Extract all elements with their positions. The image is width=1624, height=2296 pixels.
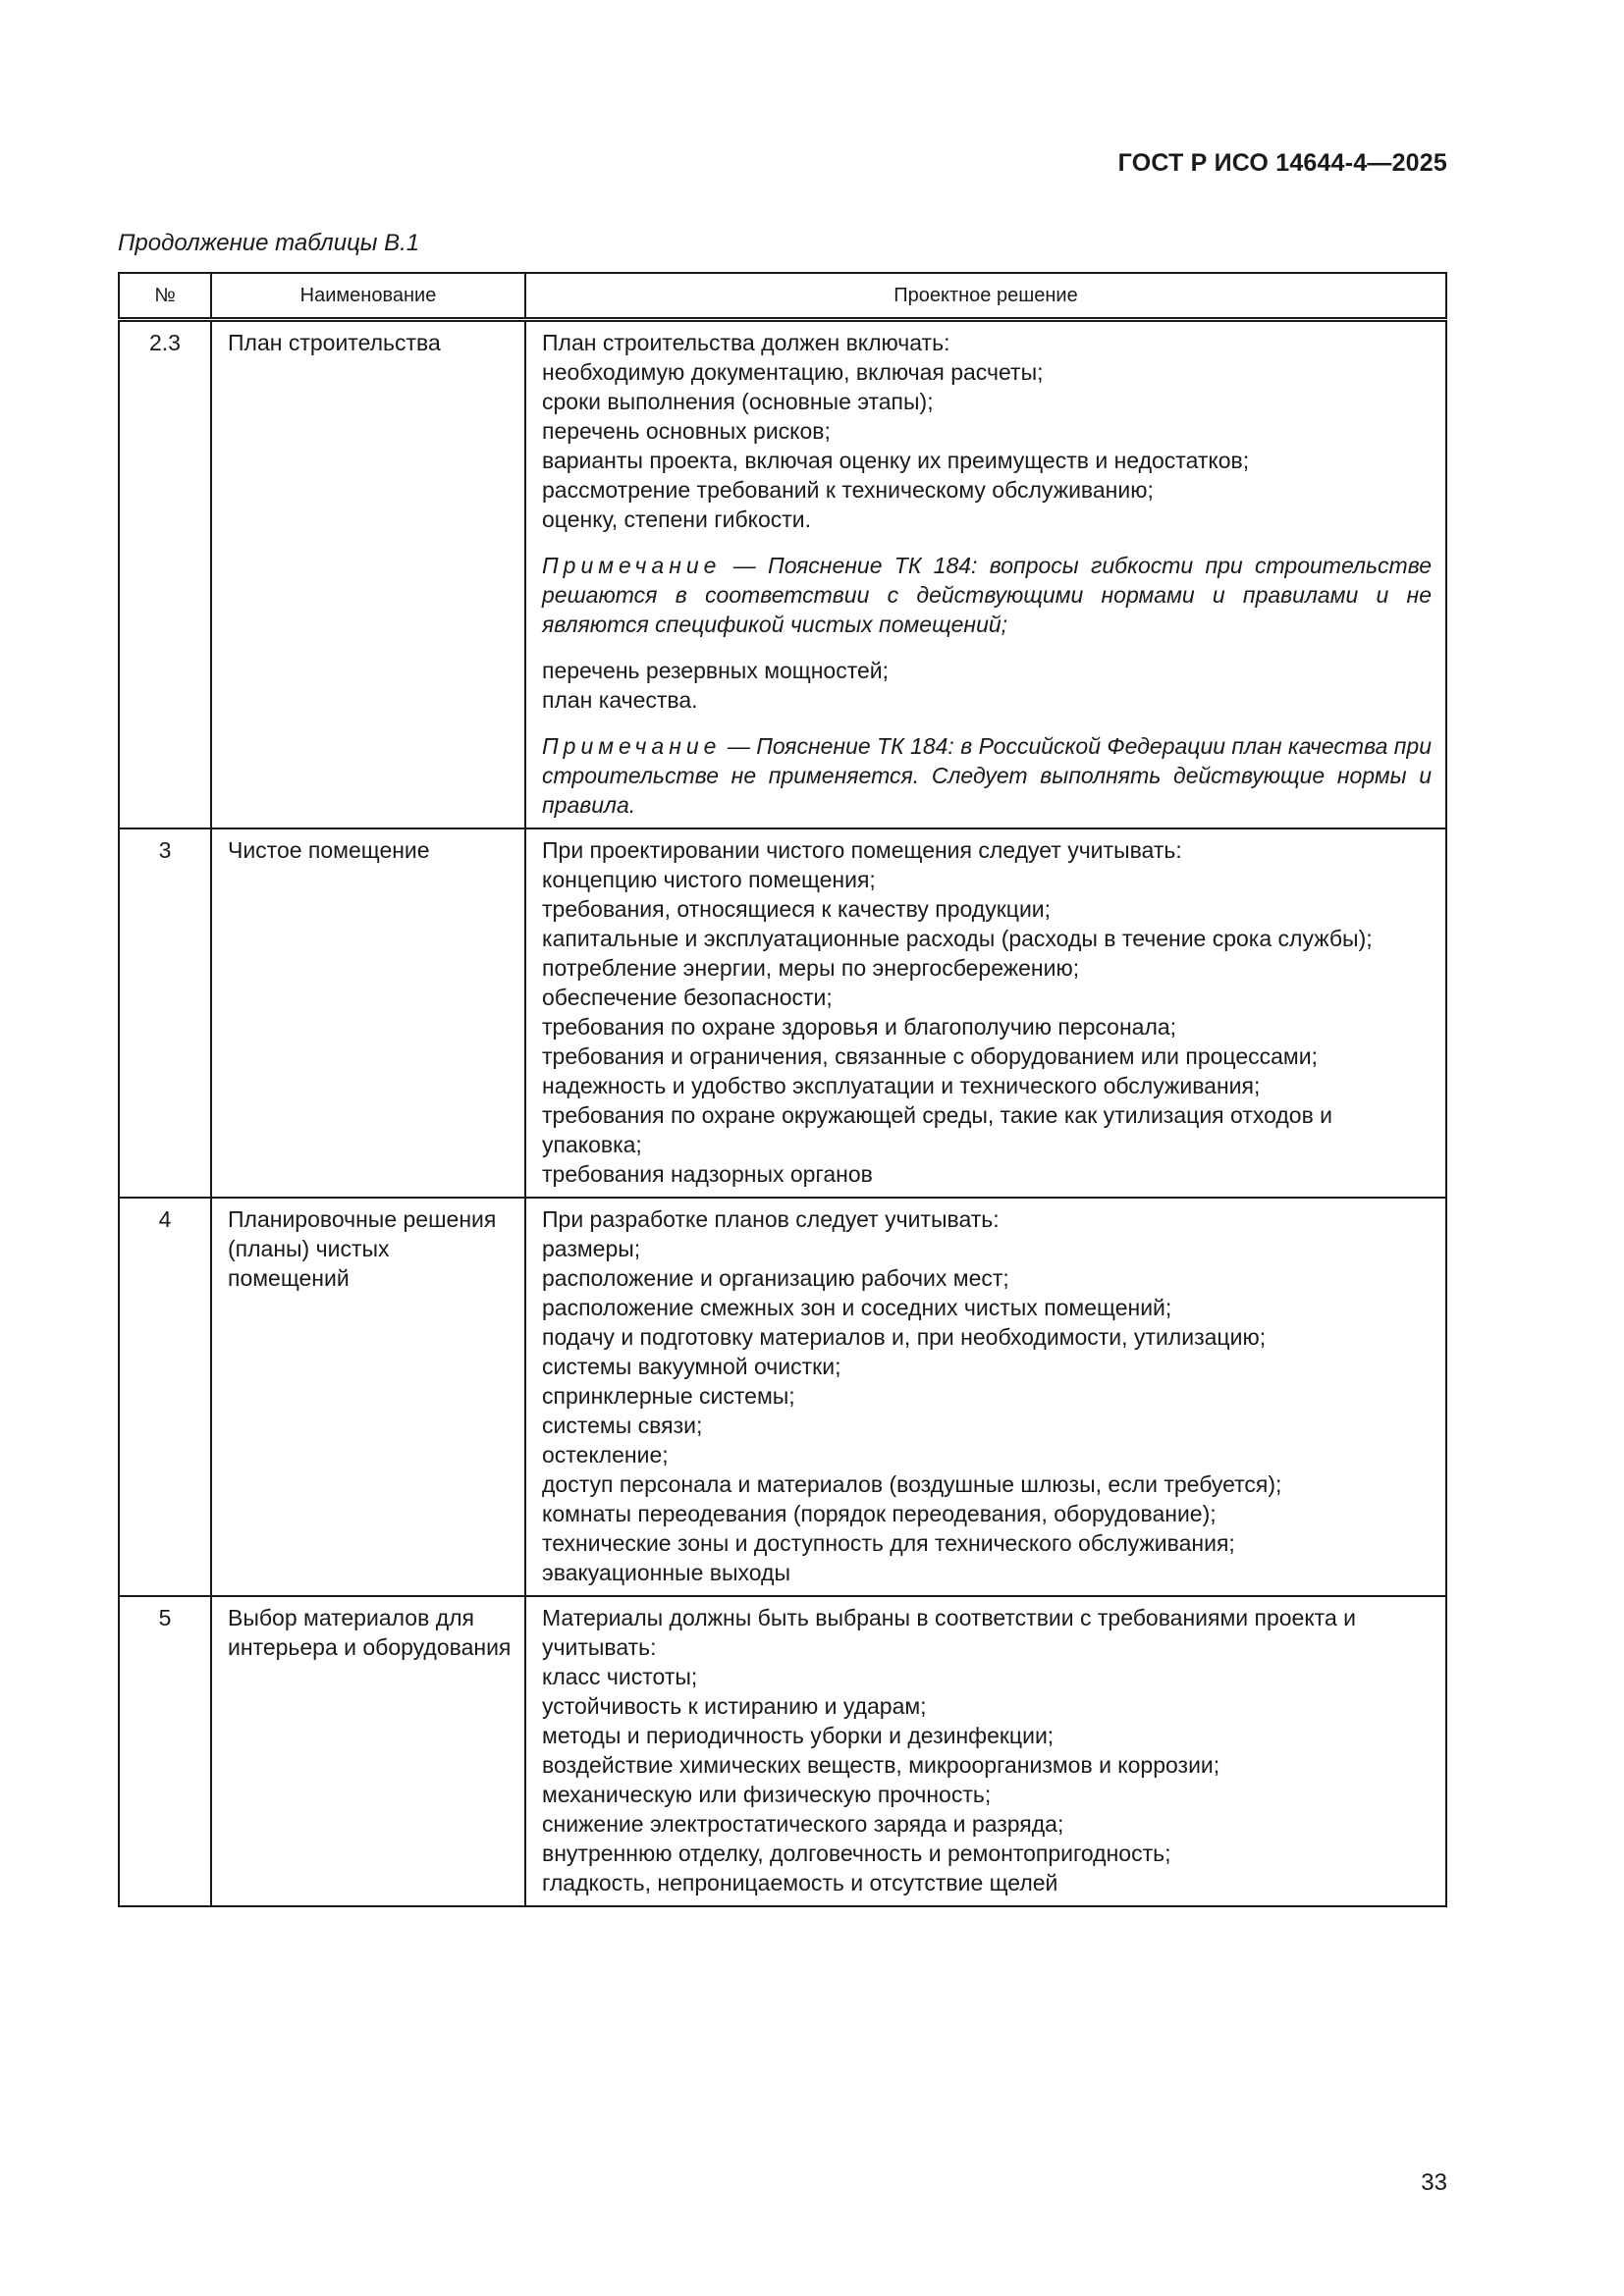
solution-line: системы связи; <box>542 1413 703 1438</box>
solution-line: При проектировании чистого помещения следует учитывать: <box>542 837 1182 863</box>
solution-line: капитальные и эксплуатационные расходы (расходы в течение срока службы); <box>542 926 1373 951</box>
solution-line: При разработке планов следует учитывать: <box>542 1206 1000 1232</box>
row-name: Чистое помещение <box>211 828 525 1198</box>
note-text: — Пояснение ТК 184: в Российской Федерации план качества при строительстве не применяется. Следует выполнять действующие нормы и правила. <box>542 733 1433 818</box>
solution-line: воздействие химических веществ, микроорганизмов и коррозии; <box>542 1752 1220 1778</box>
solution-line: требования по охране здоровья и благополучию персонала; <box>542 1014 1177 1040</box>
standard-designation: ГОСТ Р ИСО 14644-4—2025 <box>1117 149 1447 177</box>
solution-line: оценку, степени гибкости. <box>542 507 812 532</box>
solution-line: доступ персонала и материалов (воздушные шлюзы, если требуется); <box>542 1471 1282 1497</box>
solution-line: подачу и подготовку материалов и, при необходимости, утилизацию; <box>542 1324 1267 1350</box>
solution-line: размеры; <box>542 1236 641 1261</box>
solution-line: системы вакуумной очистки; <box>542 1354 841 1379</box>
solution-line: перечень основных рисков; <box>542 418 831 444</box>
row-number: 2.3 <box>119 320 211 829</box>
design-solutions-table <box>118 272 1447 1907</box>
column-header-name: Наименование <box>211 273 525 320</box>
row-name: Планировочные решения (планы) чистых помещений <box>211 1198 525 1596</box>
row-name: План строительства <box>211 320 525 829</box>
row-solution <box>525 1596 1446 1906</box>
table-row <box>119 1596 1446 1906</box>
note <box>542 731 1435 820</box>
table-row <box>119 828 1446 1198</box>
row-solution <box>525 1198 1446 1596</box>
note-text: — Пояснение ТК 184: вопросы гибкости при строительстве решаются в соответствии с действующими нормами и правилами и не являются спецификой чистых помещений; <box>542 553 1432 637</box>
solution-line: требования и ограничения, связанные с оборудованием или процессами; <box>542 1043 1318 1069</box>
row-number: 3 <box>119 828 211 1198</box>
solution-line: комнаты переодевания (порядок переодевания, оборудование); <box>542 1501 1217 1526</box>
solution-line: Материалы должны быть выбраны в соответствии с требованиями проекта и учитывать: <box>542 1605 1356 1660</box>
solution-line: План строительства должен включать: <box>542 330 950 355</box>
solution-line: снижение электростатического заряда и разряда; <box>542 1811 1064 1837</box>
row-number: 5 <box>119 1596 211 1906</box>
solution-line: рассмотрение требований к техническому обслуживанию; <box>542 477 1154 503</box>
solution-line: обеспечение безопасности; <box>542 985 833 1010</box>
note-label: Примечание <box>542 733 722 759</box>
row-number: 4 <box>119 1198 211 1596</box>
solution-line: внутреннюю отделку, долговечность и ремонтопригодность; <box>542 1841 1171 1866</box>
solution-line: остекление; <box>542 1442 669 1468</box>
table-row <box>119 320 1446 829</box>
solution-line: варианты проекта, включая оценку их преимуществ и недостатков; <box>542 448 1250 473</box>
solution-line: требования по охране окружающей среды, такие как утилизация отходов и упаковка; <box>542 1102 1333 1157</box>
page-number: 33 <box>1421 2169 1447 2196</box>
column-header-solution: Проектное решение <box>525 273 1446 320</box>
solution-line: устойчивость к истиранию и ударам; <box>542 1693 927 1719</box>
note <box>542 551 1435 639</box>
solution-line: концепцию чистого помещения; <box>542 867 876 892</box>
row-solution <box>525 828 1446 1198</box>
row-solution <box>525 320 1446 829</box>
solution-line: перечень резервных мощностей; <box>542 658 890 683</box>
table-caption: Продолжение таблицы В.1 <box>118 230 420 256</box>
solution-line: эвакуационные выходы <box>542 1560 790 1585</box>
solution-line: механическую или физическую прочность; <box>542 1782 992 1807</box>
solution-line: класс чистоты; <box>542 1664 698 1689</box>
table-header-row <box>119 273 1446 320</box>
solution-line: методы и периодичность уборки и дезинфекции; <box>542 1723 1055 1748</box>
solution-line: сроки выполнения (основные этапы); <box>542 389 934 414</box>
table-row <box>119 1198 1446 1596</box>
solution-line: требования надзорных органов <box>542 1161 873 1187</box>
solution-line: технические зоны и доступность для технического обслуживания; <box>542 1530 1235 1556</box>
solution-line: план качества. <box>542 687 698 713</box>
solution-line: спринклерные системы; <box>542 1383 795 1409</box>
solution-line: надежность и удобство эксплуатации и технического обслуживания; <box>542 1073 1261 1098</box>
note-label: Примечание <box>542 553 722 578</box>
solution-line: гладкость, непроницаемость и отсутствие щелей <box>542 1870 1058 1896</box>
solution-line: расположение и организацию рабочих мест; <box>542 1265 1009 1291</box>
solution-line: расположение смежных зон и соседних чистых помещений; <box>542 1295 1172 1320</box>
solution-line: потребление энергии, меры по энергосбережению; <box>542 955 1080 981</box>
row-name: Выбор материалов для интерьера и оборудования <box>211 1596 525 1906</box>
solution-line: необходимую документацию, включая расчеты; <box>542 359 1044 385</box>
column-header-number: № <box>119 273 211 320</box>
solution-line: требования, относящиеся к качеству продукции; <box>542 896 1052 922</box>
